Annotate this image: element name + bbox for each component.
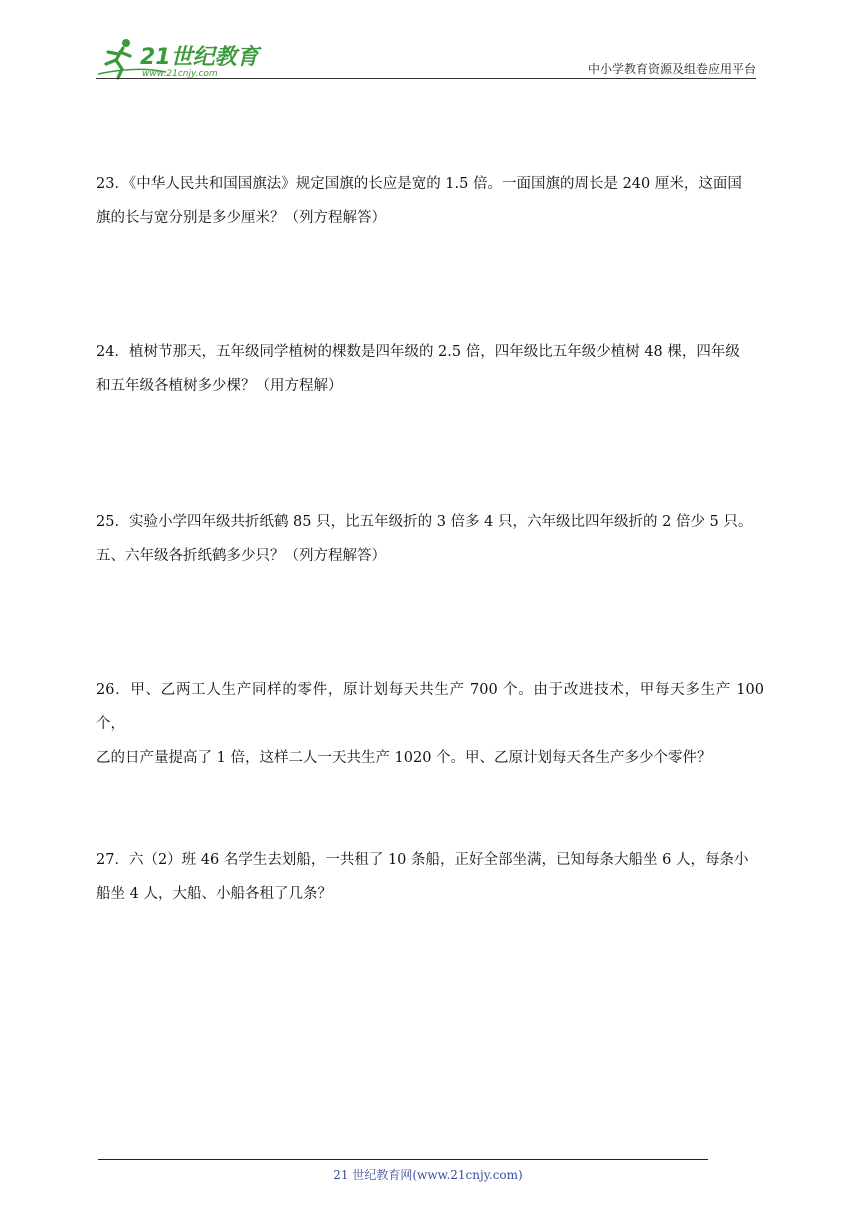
footer-text: 21 世纪教育网(www.21cnjy.com)	[333, 1168, 523, 1182]
svg-text:www.21cnjy.com: www.21cnjy.com	[142, 69, 218, 79]
question-line: 23．《中华人民共和国国旗法》规定国旗的长应是宽的 1.5 倍。一面国旗的周长是 240 厘米，这面国	[96, 176, 742, 192]
question-27	[96, 843, 764, 911]
question-line: 乙的日产量提高了 1 倍，这样二人一天共生产 1020 个。甲、乙原计划每天各生产多少个零件？	[96, 750, 712, 766]
question-23	[96, 167, 764, 235]
question-line: 27．六（2）班 46 名学生去划船，一共租了 10 条船，正好全部坐满，已知每条大船坐 6 人，每条小	[96, 852, 749, 868]
question-line: 船坐 4 人，大船、小船各租了几条？	[96, 886, 332, 902]
header-divider	[96, 78, 756, 79]
site-logo	[96, 36, 266, 80]
page-header	[96, 36, 756, 80]
svg-text:21世纪教育: 21世纪教育	[140, 45, 259, 70]
platform-name: 中小学教育资源及组卷应用平台	[587, 62, 756, 76]
question-25	[96, 505, 764, 573]
question-26	[96, 673, 764, 775]
question-line: 五、六年级各折纸鹤多少只？（列方程解答）	[96, 548, 386, 564]
question-line: 26．甲、乙两工人生产同样的零件，原计划每天共生产 700 个。由于改进技术，甲每天多生产 100 个，	[96, 682, 764, 732]
question-line: 25．实验小学四年级共折纸鹤 85 只，比五年级折的 3 倍多 4 只，六年级比四年级折的 2 倍少 5 只。	[96, 514, 753, 530]
footer-divider	[98, 1159, 708, 1160]
question-24	[96, 335, 764, 403]
runner-logo-icon	[96, 36, 266, 80]
question-line: 和五年级各植树多少棵？（用方程解）	[96, 378, 343, 394]
question-line: 旗的长与宽分别是多少厘米？（列方程解答）	[96, 210, 386, 226]
question-line: 24．植树节那天，五年级同学植树的棵数是四年级的 2.5 倍，四年级比五年级少植树 48 棵，四年级	[96, 344, 740, 360]
